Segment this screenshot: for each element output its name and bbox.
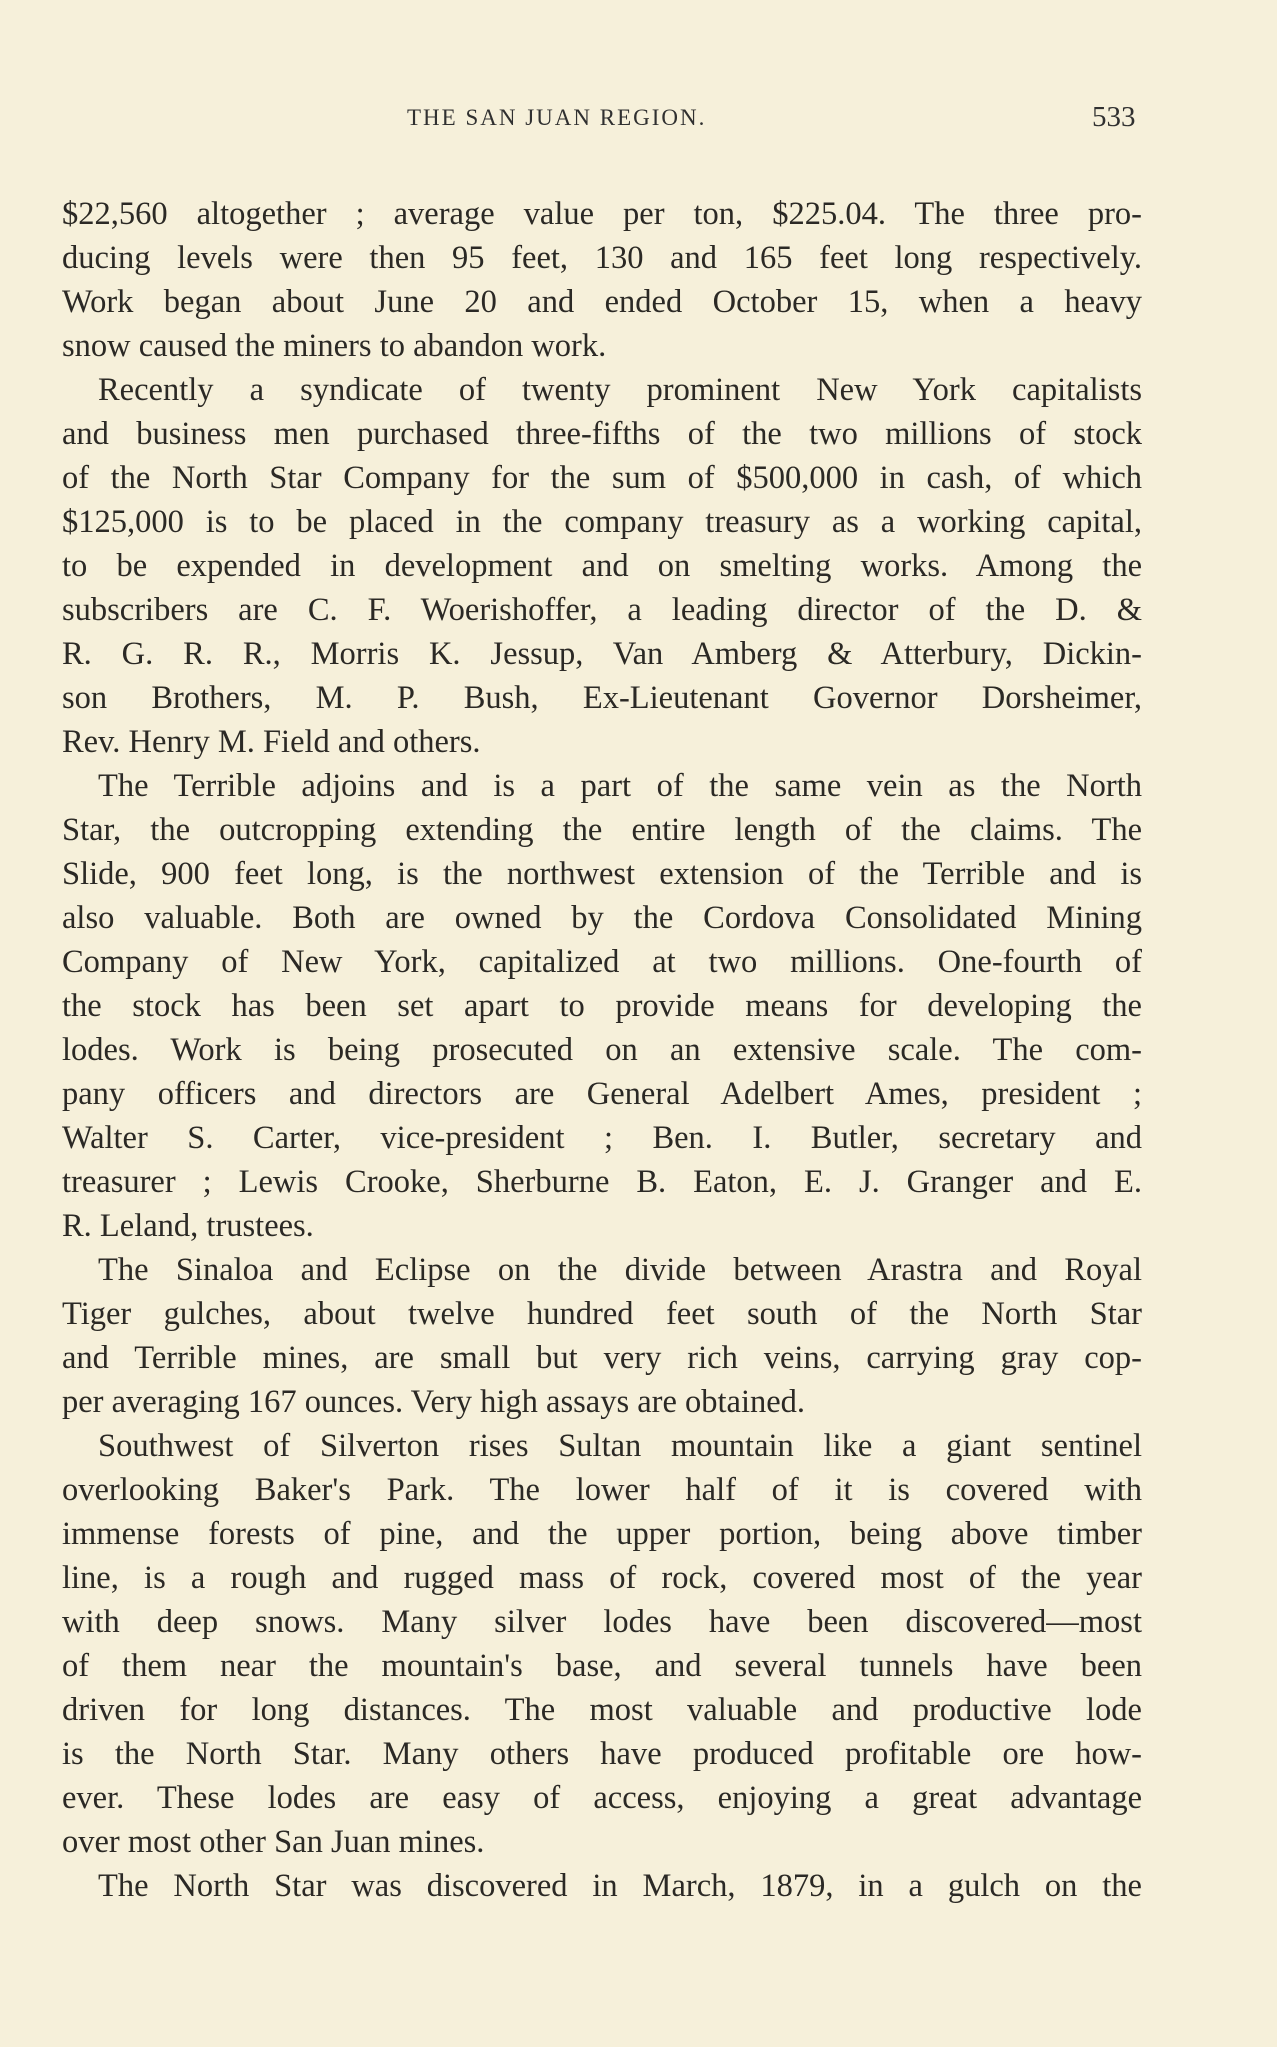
text-line: Tiger gulches, about twelve hundred feet south of the North Star <box>62 1296 1142 1332</box>
text-line: overlooking Baker's Park. The lower half of it is covered with <box>62 1472 1142 1508</box>
text-line: Company of New York, capitalized at two millions. One-fourth of <box>62 944 1142 980</box>
text-line: driven for long distances. The most valuable and productive lode <box>62 1692 1142 1728</box>
text-line: subscribers are C. F. Woerishoffer, a leading director of the D. & <box>62 592 1142 628</box>
text-line: R. G. R. R., Morris K. Jessup, Van Amberg & Atterbury, Dickin- <box>62 636 1142 672</box>
paragraph-first-line: Southwest of Silverton rises Sultan mountain like a giant sentinel <box>98 1428 1142 1464</box>
body-text <box>62 192 1142 1908</box>
text-line: is the North Star. Many others have produced profitable ore how- <box>62 1736 1142 1772</box>
text-line: R. Leland, trustees. <box>62 1208 314 1244</box>
text-line: the stock has been set apart to provide means for developing the <box>62 988 1142 1024</box>
text-line: ducing levels were then 95 feet, 130 and 165 feet long respectively. <box>62 240 1142 276</box>
text-line: $125,000 is to be placed in the company treasury as a working capital, <box>62 504 1142 540</box>
page-number: 533 <box>1092 101 1136 133</box>
text-line: lodes. Work is being prosecuted on an extensive scale. The com- <box>62 1032 1142 1068</box>
text-line: with deep snows. Many silver lodes have been discovered—most <box>62 1604 1142 1640</box>
text-line: snow caused the miners to abandon work. <box>62 328 607 364</box>
text-line: son Brothers, M. P. Bush, Ex-Lieutenant Governor Dorsheimer, <box>62 680 1142 716</box>
text-line: and Terrible mines, are small but very rich veins, carrying gray cop- <box>62 1340 1142 1376</box>
text-line: of the North Star Company for the sum of $500,000 in cash, of which <box>62 460 1142 496</box>
paragraph-first-line: The North Star was discovered in March, 1879, in a gulch on the <box>98 1868 1142 1904</box>
text-line: over most other San Juan mines. <box>62 1824 485 1860</box>
paragraph-first-line: Recently a syndicate of twenty prominent New York capitalists <box>98 372 1142 408</box>
text-line: Walter S. Carter, vice-president ; Ben. I. Butler, secretary and <box>62 1120 1142 1156</box>
text-line: Rev. Henry M. Field and others. <box>62 724 481 760</box>
text-line: $22,560 altogether ; average value per ton, $225.04. The three pro- <box>62 196 1142 232</box>
text-line: Work began about June 20 and ended October 15, when a heavy <box>62 284 1142 320</box>
text-line: and business men purchased three-fifths of the two millions of stock <box>62 416 1142 452</box>
text-line: also valuable. Both are owned by the Cordova Consolidated Mining <box>62 900 1142 936</box>
text-line: per averaging 167 ounces. Very high assays are obtained. <box>62 1384 806 1420</box>
text-line: to be expended in development and on smelting works. Among the <box>62 548 1142 584</box>
text-line: ever. These lodes are easy of access, enjoying a great advantage <box>62 1780 1142 1816</box>
text-line: Star, the outcropping extending the entire length of the claims. The <box>62 812 1142 848</box>
text-line: Slide, 900 feet long, is the northwest extension of the Terrible and is <box>62 856 1142 892</box>
running-head-title: THE SAN JUAN REGION. <box>407 105 707 130</box>
text-line: line, is a rough and rugged mass of rock, covered most of the year <box>62 1560 1142 1596</box>
text-line: pany officers and directors are General Adelbert Ames, president ; <box>62 1076 1142 1112</box>
text-line: immense forests of pine, and the upper portion, being above timber <box>62 1516 1142 1552</box>
text-line: of them near the mountain's base, and several tunnels have been <box>62 1648 1142 1684</box>
text-line: treasurer ; Lewis Crooke, Sherburne B. Eaton, E. J. Granger and E. <box>62 1164 1142 1200</box>
paragraph-first-line: The Terrible adjoins and is a part of the same vein as the North <box>98 768 1142 804</box>
paragraph-first-line: The Sinaloa and Eclipse on the divide between Arastra and Royal <box>98 1252 1142 1288</box>
